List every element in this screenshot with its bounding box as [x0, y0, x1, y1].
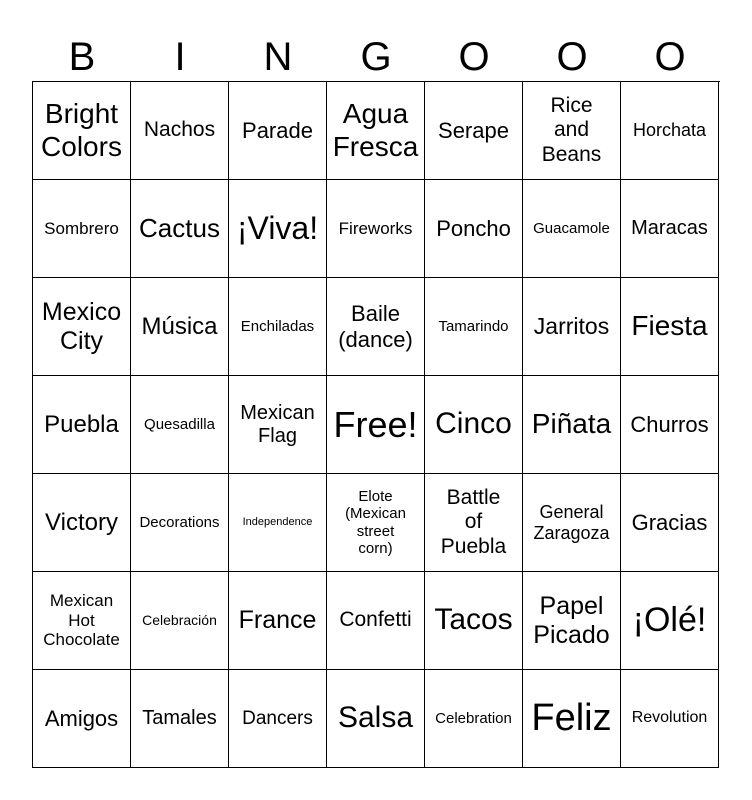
- bingo-cell[interactable]: [523, 278, 621, 376]
- bingo-cell[interactable]: [229, 278, 327, 376]
- bingo-cell[interactable]: [621, 278, 719, 376]
- bingo-cell[interactable]: [327, 376, 425, 474]
- bingo-cell[interactable]: [229, 82, 327, 180]
- header-letter-b: B: [68, 35, 96, 79]
- bingo-cell-text: Victory: [45, 508, 118, 536]
- bingo-cell-text: Mexican Hot Chocolate: [43, 591, 120, 650]
- bingo-cell[interactable]: [229, 572, 327, 670]
- bingo-cell[interactable]: [523, 572, 621, 670]
- bingo-cell[interactable]: [425, 572, 523, 670]
- bingo-cell-text: Tamarindo: [438, 317, 509, 335]
- bingo-cell[interactable]: [523, 474, 621, 572]
- bingo-cell[interactable]: [33, 278, 131, 376]
- bingo-cell-text: ¡Viva!: [236, 210, 319, 247]
- bingo-cell[interactable]: [621, 376, 719, 474]
- bingo-cell-text: Rice and Beans: [541, 94, 602, 166]
- header-letter-o-3: O: [654, 35, 686, 79]
- bingo-cell[interactable]: [327, 278, 425, 376]
- bingo-cell-text: Cinco: [435, 407, 512, 441]
- bingo-header: [33, 32, 719, 82]
- bingo-cell-text: Cactus: [139, 212, 220, 243]
- bingo-cell[interactable]: [425, 376, 523, 474]
- bingo-cell[interactable]: [425, 278, 523, 376]
- bingo-cell-text: Amigos: [44, 705, 119, 731]
- bingo-cell-text: Mexican Flag: [240, 401, 315, 447]
- bingo-cell[interactable]: [425, 82, 523, 180]
- bingo-cell-text: Feliz: [531, 696, 612, 739]
- header-letter-g: G: [360, 35, 392, 79]
- bingo-cell[interactable]: [523, 82, 621, 180]
- bingo-cell-text: Battle of Puebla: [440, 486, 507, 558]
- bingo-cell-text: Baile (dance): [338, 301, 413, 352]
- bingo-cell-text: Enchiladas: [240, 317, 315, 335]
- bingo-cell-text: Maracas: [631, 217, 708, 239]
- bingo-cell[interactable]: [33, 180, 131, 278]
- bingo-cell-text: Serape: [438, 117, 509, 143]
- bingo-cell-text: Agua Fresca: [332, 98, 419, 162]
- bingo-cell-text: Confetti: [339, 608, 412, 632]
- bingo-cell[interactable]: [131, 180, 229, 278]
- bingo-cell-text: Nachos: [143, 118, 216, 142]
- bingo-cell[interactable]: [131, 474, 229, 572]
- bingo-cell-text: Elote (Mexican street corn): [345, 488, 406, 557]
- bingo-cell-text: Piñata: [531, 408, 612, 440]
- bingo-cell[interactable]: [131, 278, 229, 376]
- bingo-cell-text: Dancers: [242, 707, 313, 729]
- bingo-cell-text: Jarritos: [533, 313, 610, 340]
- bingo-board: [32, 81, 720, 768]
- bingo-cell[interactable]: [229, 376, 327, 474]
- bingo-cell[interactable]: [327, 82, 425, 180]
- bingo-cell-text: Sombrero: [44, 218, 119, 238]
- bingo-cell-text: Música: [141, 312, 218, 340]
- bingo-cell-text: Churros: [630, 411, 709, 437]
- bingo-cell-text: Celebración: [142, 612, 217, 629]
- bingo-cell[interactable]: [33, 670, 131, 768]
- bingo-cell-text: France: [238, 606, 317, 635]
- bingo-cell[interactable]: [621, 572, 719, 670]
- bingo-cell[interactable]: [523, 376, 621, 474]
- bingo-cell-text: Papel Picado: [533, 591, 610, 649]
- bingo-cell-text: Mexico City: [41, 297, 122, 355]
- bingo-cell-text: General Zaragoza: [533, 501, 610, 543]
- bingo-cell[interactable]: [33, 376, 131, 474]
- bingo-cell-text: Decorations: [139, 513, 220, 531]
- bingo-cell-text: Puebla: [44, 410, 119, 438]
- bingo-cell-text: Revolution: [631, 709, 708, 727]
- bingo-cell-text: Gracias: [631, 509, 708, 535]
- bingo-cell-text: Parade: [242, 117, 313, 143]
- bingo-cell[interactable]: [131, 376, 229, 474]
- bingo-cell-text: ¡Olé!: [632, 600, 707, 639]
- header-letter-o-2: O: [556, 35, 588, 79]
- bingo-cell[interactable]: [621, 474, 719, 572]
- bingo-cell[interactable]: [327, 670, 425, 768]
- bingo-cell-text: Tamales: [142, 707, 217, 729]
- bingo-cell-text: Free!: [333, 403, 418, 445]
- header-letter-o: O: [458, 35, 490, 79]
- bingo-cell[interactable]: [425, 474, 523, 572]
- header-letter-n: N: [263, 35, 293, 79]
- bingo-cell[interactable]: [425, 670, 523, 768]
- bingo-cell[interactable]: [523, 670, 621, 768]
- bingo-cell[interactable]: [621, 82, 719, 180]
- bingo-cell-text: Independence: [242, 516, 313, 529]
- bingo-cell[interactable]: [33, 474, 131, 572]
- bingo-cell-text: Celebration: [435, 709, 512, 727]
- bingo-cell-text: Salsa: [337, 701, 414, 735]
- bingo-cell-text: Tacos: [434, 603, 513, 637]
- bingo-cell-text: Fiesta: [631, 310, 708, 342]
- bingo-cell[interactable]: [33, 572, 131, 670]
- bingo-cell[interactable]: [621, 670, 719, 768]
- bingo-cell-text: Fireworks: [338, 218, 413, 238]
- bingo-cell[interactable]: [131, 670, 229, 768]
- header-letter-i: I: [174, 35, 186, 79]
- bingo-cell-text: Guacamole: [533, 219, 610, 237]
- bingo-cell[interactable]: [229, 474, 327, 572]
- bingo-cell[interactable]: [523, 180, 621, 278]
- bingo-cell[interactable]: [425, 180, 523, 278]
- bingo-cell-text: Bright Colors: [41, 98, 122, 162]
- bingo-cell[interactable]: [229, 180, 327, 278]
- bingo-cell[interactable]: [327, 572, 425, 670]
- bingo-cell[interactable]: [33, 82, 131, 180]
- bingo-cell[interactable]: [621, 180, 719, 278]
- bingo-cell-text: Quesadilla: [144, 415, 215, 433]
- bingo-cell[interactable]: [229, 670, 327, 768]
- bingo-cell[interactable]: [327, 180, 425, 278]
- bingo-cell[interactable]: [131, 572, 229, 670]
- bingo-cell-text: Poncho: [436, 215, 511, 241]
- bingo-cell[interactable]: [131, 82, 229, 180]
- bingo-cell[interactable]: [327, 474, 425, 572]
- bingo-cell-text: Horchata: [632, 120, 707, 141]
